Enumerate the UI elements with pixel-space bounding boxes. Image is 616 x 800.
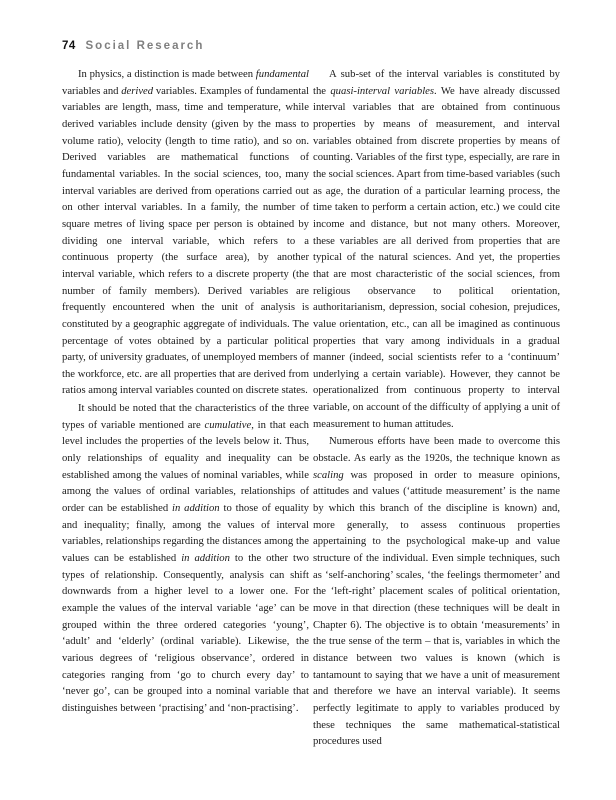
text-run: Numerous efforts have been made to overcome this obstacle. As early as the 1920s, the technique known as xyxy=(313,436,560,465)
text-run: In physics, a distinction is made between xyxy=(78,69,256,80)
text-run: to those of equality and inequality; finally, among the values of interval variables, relationships regarding the distances among the values can be established xyxy=(62,503,309,565)
right-column xyxy=(313,67,560,751)
emphasis: scaling xyxy=(313,469,344,481)
paragraph xyxy=(62,401,309,717)
emphasis: derived xyxy=(121,85,154,97)
paragraph xyxy=(313,67,560,433)
text-run: variables and xyxy=(62,85,122,97)
emphasis: in addition xyxy=(181,553,230,565)
page-number: 74 xyxy=(62,40,76,52)
emphasis: in addition xyxy=(172,503,220,515)
paragraph xyxy=(313,434,560,750)
emphasis: fundamental xyxy=(255,69,309,80)
text-run: . We have already discussed interval variables that are obtained from continuous properties by means of measurement, and interval variables obtained from discrete properties by means of counting. Variables of the first type, especially, are rare in the social sciences. Apart from time-based variables (such as age, the duration of a particular learning process, the time taken to perform a certain action, etc.) we could cite income and distance, but not many others. Moreover, these variables are all derived from properties that are typical of the natural sciences. And yet, the properties that are most characteristic of the social sciences, from religious observance to political orientation, authoritarianism, depression, social cohesion, prejudices, value orientation, etc., can all be imagined as continuous properties that vary among individuals in a gradual manner (indeed, social scientists refer to a ‘continuum’ underlying a certain variable). However, they cannot be operationalized from continuous property to interval variable, on account of the difficulty of applying a unit of measurement to human attitudes. xyxy=(313,85,561,430)
text-run: variables. Examples of fundamental variables are length, mass, time and temperature, while derived variables include density (given by the mass to volume ratio), velocity (length to time ratio), and so on. Derived variables are mathematical functions of fundamental variables. In the social sciences, too, many interval variables are derived from operations carried out on other interval variables. In a family, the number of square metres of living space per person is obtained by dividing one interval variable, which refers to a continuous property (the surface area), by another interval variable, which refers to a discrete property (the number of family members). Derived variables are frequently encountered when the unit of analysis is constituted by a geographic aggregate of individuals. The percentage of votes obtained by a particular political party, of university graduates, of unemployed members of the workforce, etc. are all properties that are derived from ratios among interval variables counted on discrete states. xyxy=(62,85,309,397)
text-run: It should be noted that the characteristics of the three types of variable mentioned are xyxy=(62,403,309,431)
text-run: was proposed in order to measure opinions, attitudes and values (‘attitude measurement’ is the name by which this branch of the discipline is known) and, more generally, to assess continuous properties appertaining to the psychological make-up and value structure of the individual. Even simple techniques, such as ‘self-anchoring’ scales, ‘the feelings thermometer’ and the ‘left-right’ placement scales of political orientation, move in that direction (these techniques will be dealt in Chapter 6). The objective is to obtain ‘measurements’ in the true sense of the term – that is, variables in which the distance between two values is known (which is tantamount to saying that we have a unit of measurement and therefore we have an interval variable). It seems perfectly legitimate to apply to variables produced by these techniques the same mathematical-statistical procedures used xyxy=(313,469,560,748)
text-run: to the other two types of relationship. Consequently, analysis can shift downwards from a higher level to a lower one. For example the values of the interval variable ‘age’ can be grouped within the three ordered categories ‘young’, ‘adult’ and ‘elderly’ (ordinal variable). Likewise, the various degrees of ‘religious observance’, ordered in categories ranging from ‘go to church every day’ to ‘never go’, can be grouped into a nominal variable that distinguishes between ‘practising’ and ‘non-practising’. xyxy=(62,553,309,714)
left-column xyxy=(62,67,309,718)
paragraph xyxy=(62,67,309,400)
running-header xyxy=(62,40,204,52)
text-run: A sub-set of the interval variables is constituted by the xyxy=(313,69,560,97)
emphasis: cumulative xyxy=(204,419,252,431)
emphasis: quasi-interval variables xyxy=(330,85,435,97)
running-title: Social Research xyxy=(85,40,205,52)
text-run: , in that each level includes the properties of the levels below it. Thus, only relationships of equality and inequality can be established among the values of nominal variables, while among the values of ordinal variables, relationships of order can be established xyxy=(62,419,309,515)
